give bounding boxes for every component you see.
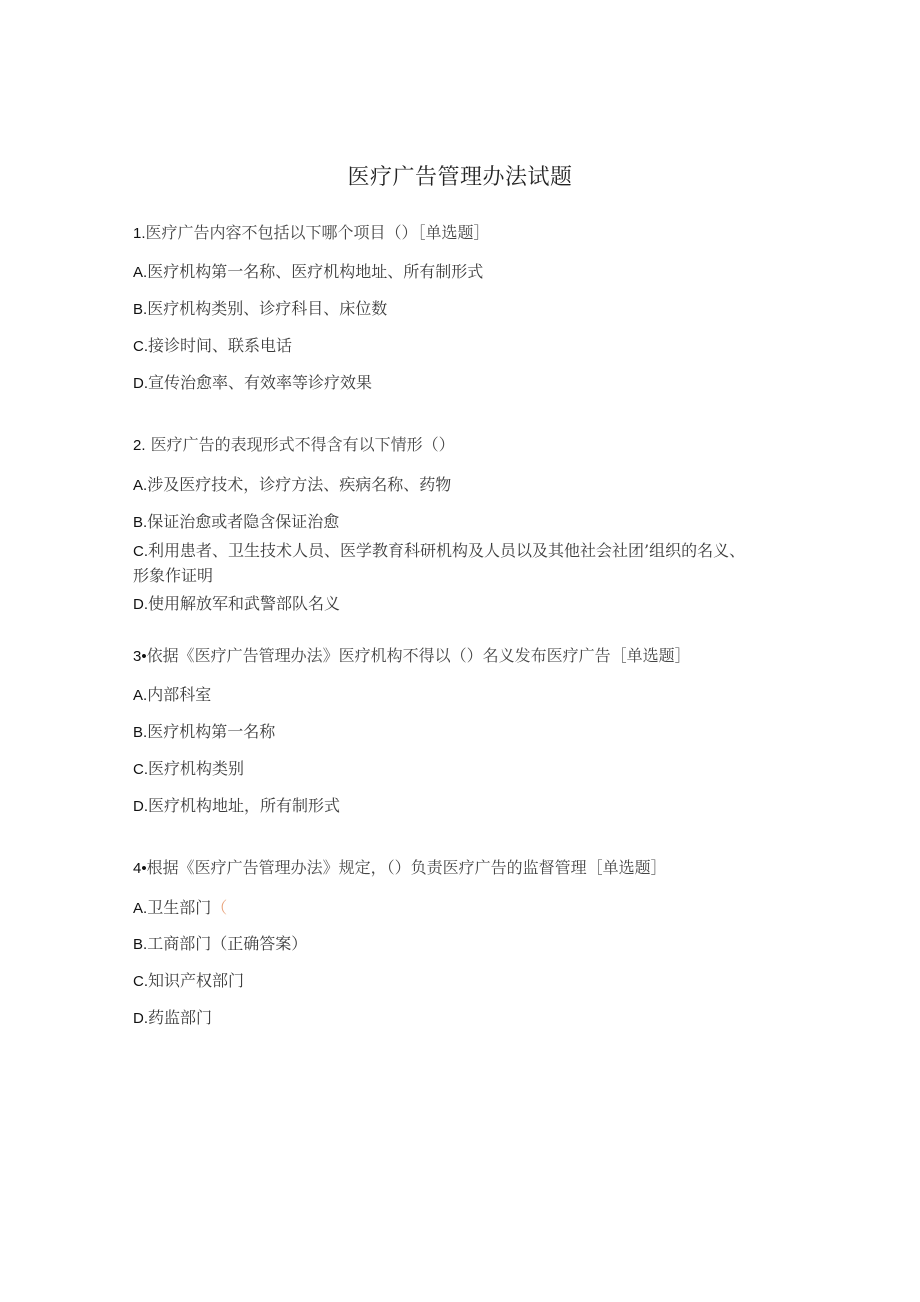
option-letter: C. bbox=[133, 543, 148, 560]
question-text: 医疗广告内容不包括以下哪个项目（）［单选题］ bbox=[145, 223, 490, 242]
option-1c bbox=[133, 334, 773, 359]
option-3b bbox=[133, 720, 773, 745]
option-text: 涉及医疗技术，诊疗方法、疾病名称、药物 bbox=[147, 475, 452, 494]
option-letter: C. bbox=[133, 761, 148, 778]
option-1d bbox=[133, 371, 773, 396]
option-letter: D. bbox=[133, 375, 148, 392]
option-1a bbox=[133, 260, 773, 285]
question-4 bbox=[133, 856, 773, 881]
option-letter: C. bbox=[133, 338, 148, 355]
option-text: 医疗机构类别 bbox=[148, 759, 245, 778]
option-letter: B. bbox=[133, 724, 148, 741]
option-text: 利用患者、卫生技术人员、医学教育科研机构及人员以及其他社会社团’组织的名义、形象作证明 bbox=[133, 541, 746, 585]
question-2 bbox=[133, 433, 773, 458]
question-text: 根据《医疗广告管理办法》规定，（）负责医疗广告的监督管理［单选题］ bbox=[146, 858, 667, 877]
option-text: 医疗机构第一名称、医疗机构地址、所有制形式 bbox=[147, 262, 484, 281]
question-text: 依据《医疗广告管理办法》医疗机构不得以（）名义发布医疗广告［单选题］ bbox=[146, 646, 691, 665]
option-4d bbox=[133, 1006, 773, 1031]
option-3a bbox=[133, 683, 773, 708]
option-4a bbox=[133, 896, 773, 921]
option-letter: B. bbox=[133, 936, 148, 953]
document-title: 医疗广告管理办法试题 bbox=[347, 165, 573, 190]
option-letter: A. bbox=[133, 477, 148, 494]
option-4c bbox=[133, 969, 773, 994]
option-trailing-mark: （ bbox=[211, 898, 228, 917]
question-number: 4• bbox=[133, 860, 147, 877]
option-text: 内部科室 bbox=[147, 685, 212, 704]
option-letter: D. bbox=[133, 1010, 148, 1027]
option-text: 医疗机构类别、诊疗科目、床位数 bbox=[147, 299, 388, 318]
question-1 bbox=[133, 221, 773, 246]
option-2b bbox=[133, 510, 773, 535]
question-text: 医疗广告的表现形式不得含有以下情形（） bbox=[145, 435, 455, 454]
option-2a bbox=[133, 473, 773, 498]
option-letter: A. bbox=[133, 264, 148, 281]
option-letter: A. bbox=[133, 687, 148, 704]
option-text: 工商部门（正确答案） bbox=[147, 934, 308, 953]
option-letter: B. bbox=[133, 514, 148, 531]
option-letter: C. bbox=[133, 973, 148, 990]
question-number: 1. bbox=[133, 225, 146, 242]
option-4b bbox=[133, 932, 773, 957]
option-text: 医疗机构第一名称 bbox=[147, 722, 276, 741]
question-number: 2. bbox=[133, 437, 146, 454]
option-1b bbox=[133, 297, 773, 322]
question-number: 3• bbox=[133, 648, 147, 665]
option-letter: A. bbox=[133, 900, 148, 917]
option-2c bbox=[133, 539, 761, 588]
option-text: 卫生部门 bbox=[147, 898, 212, 917]
option-3c bbox=[133, 757, 773, 782]
question-3 bbox=[133, 644, 773, 669]
option-text: 保证治愈或者隐含保证治愈 bbox=[147, 512, 340, 531]
option-3d bbox=[133, 794, 773, 819]
option-text: 接诊时间、联系电话 bbox=[148, 336, 293, 355]
option-text: 使用解放军和武警部队名义 bbox=[148, 594, 341, 613]
option-text: 宣传治愈率、有效率等诊疗效果 bbox=[148, 373, 373, 392]
option-text: 知识产权部门 bbox=[148, 971, 245, 990]
option-2d bbox=[133, 592, 773, 617]
option-text: 医疗机构地址，所有制形式 bbox=[148, 796, 341, 815]
option-letter: D. bbox=[133, 798, 148, 815]
option-letter: D. bbox=[133, 596, 148, 613]
option-text: 药监部门 bbox=[148, 1008, 213, 1027]
option-letter: B. bbox=[133, 301, 148, 318]
